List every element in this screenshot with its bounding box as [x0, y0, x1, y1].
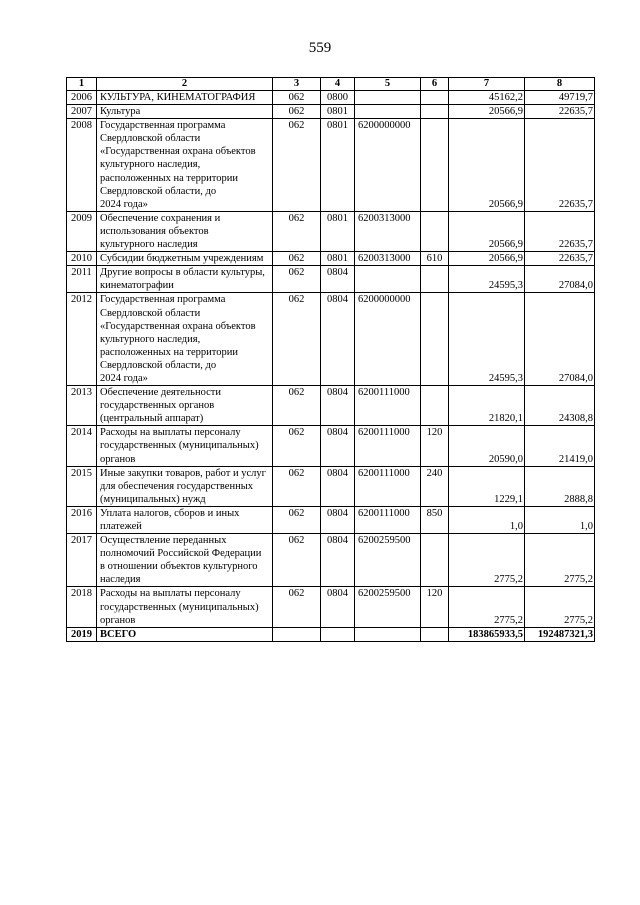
target-code: 6200111000 [355, 426, 421, 466]
section-code: 0804 [321, 466, 355, 506]
target-code: 6200259500 [355, 534, 421, 587]
section-code [321, 627, 355, 641]
section-code: 0801 [321, 252, 355, 266]
row-number: 2019 [67, 627, 97, 641]
row-name: Иные закупки товаров, работ и услуг для обеспечения государственных (муниципальных) нужд [97, 466, 273, 506]
expense-type: 240 [421, 466, 449, 506]
section-code: 0804 [321, 534, 355, 587]
table-row [67, 534, 595, 587]
table-row [67, 266, 595, 293]
table-row [67, 119, 595, 212]
column-header: 7 [449, 78, 525, 91]
expense-type [421, 119, 449, 212]
table-row [67, 627, 595, 641]
target-code: 6200000000 [355, 293, 421, 386]
expense-type [421, 91, 449, 105]
admin-code: 062 [273, 293, 321, 386]
expense-type [421, 534, 449, 587]
expense-type: 120 [421, 587, 449, 627]
row-name: Обеспечение деятельности государственных органов (центральный аппарат) [97, 386, 273, 426]
target-code [355, 627, 421, 641]
amount-year1: 24595,3 [449, 293, 525, 386]
header-row [67, 78, 595, 91]
admin-code: 062 [273, 91, 321, 105]
page-number: 559 [308, 40, 332, 56]
amount-year1: 20566,9 [449, 105, 525, 119]
admin-code: 062 [273, 587, 321, 627]
table-row [67, 506, 595, 533]
target-code [355, 266, 421, 293]
admin-code: 062 [273, 534, 321, 587]
section-code: 0804 [321, 587, 355, 627]
expense-type [421, 386, 449, 426]
target-code: 6200111000 [355, 386, 421, 426]
section-code: 0804 [321, 293, 355, 386]
amount-year1: 1229,1 [449, 466, 525, 506]
row-name: Расходы на выплаты персоналу государственных (муниципальных) органов [97, 426, 273, 466]
admin-code [273, 627, 321, 641]
column-header: 4 [321, 78, 355, 91]
expense-type [421, 211, 449, 251]
amount-year2: 22635,7 [525, 119, 595, 212]
target-code: 6200313000 [355, 252, 421, 266]
expense-type: 850 [421, 506, 449, 533]
section-code: 0801 [321, 105, 355, 119]
expense-type [421, 293, 449, 386]
amount-year2: 22635,7 [525, 252, 595, 266]
admin-code: 062 [273, 266, 321, 293]
row-number: 2016 [67, 506, 97, 533]
section-code: 0804 [321, 266, 355, 293]
row-name: Расходы на выплаты персоналу государственных (муниципальных) органов [97, 587, 273, 627]
amount-year1: 183865933,5 [449, 627, 525, 641]
amount-year1: 21820,1 [449, 386, 525, 426]
amount-year1: 20566,9 [449, 119, 525, 212]
amount-year2: 2888,8 [525, 466, 595, 506]
row-number: 2009 [67, 211, 97, 251]
row-number: 2017 [67, 534, 97, 587]
column-header: 5 [355, 78, 421, 91]
amount-year1: 1,0 [449, 506, 525, 533]
target-code: 6200111000 [355, 506, 421, 533]
row-number: 2018 [67, 587, 97, 627]
row-number: 2012 [67, 293, 97, 386]
section-code: 0801 [321, 119, 355, 212]
row-name: Осуществление переданных полномочий Российской Федерации в отношении объектов культурного наследия [97, 534, 273, 587]
column-header: 2 [97, 78, 273, 91]
amount-year1: 45162,2 [449, 91, 525, 105]
amount-year2: 24308,8 [525, 386, 595, 426]
table-row [67, 105, 595, 119]
amount-year2: 27084,0 [525, 266, 595, 293]
expense-type [421, 105, 449, 119]
amount-year2: 1,0 [525, 506, 595, 533]
admin-code: 062 [273, 211, 321, 251]
amount-year1: 2775,2 [449, 534, 525, 587]
row-number: 2006 [67, 91, 97, 105]
target-code [355, 91, 421, 105]
row-name: ВСЕГО [97, 627, 273, 641]
row-name: Уплата налогов, сборов и иных платежей [97, 506, 273, 533]
amount-year1: 20590,0 [449, 426, 525, 466]
amount-year1: 24595,3 [449, 266, 525, 293]
row-name: Государственная программа Свердловской области «Государственная охрана объектов культурного наследия, расположенных на территории Свердловской области, до 2024 года» [97, 119, 273, 212]
row-number: 2011 [67, 266, 97, 293]
table-row [67, 426, 595, 466]
row-number: 2007 [67, 105, 97, 119]
row-number: 2013 [67, 386, 97, 426]
section-code: 0804 [321, 426, 355, 466]
admin-code: 062 [273, 506, 321, 533]
target-code [355, 105, 421, 119]
section-code: 0804 [321, 386, 355, 426]
column-header: 1 [67, 78, 97, 91]
admin-code: 062 [273, 466, 321, 506]
amount-year1: 20566,9 [449, 252, 525, 266]
section-code: 0800 [321, 91, 355, 105]
amount-year2: 2775,2 [525, 534, 595, 587]
row-name: КУЛЬТУРА, КИНЕМАТОГРАФИЯ [97, 91, 273, 105]
expense-type: 610 [421, 252, 449, 266]
table-row [67, 91, 595, 105]
table-row [67, 211, 595, 251]
amount-year2: 2775,2 [525, 587, 595, 627]
amount-year2: 22635,7 [525, 105, 595, 119]
amount-year2: 192487321,3 [525, 627, 595, 641]
expense-type: 120 [421, 426, 449, 466]
row-name: Культура [97, 105, 273, 119]
amount-year1: 2775,2 [449, 587, 525, 627]
row-name: Другие вопросы в области культуры, кинематографии [97, 266, 273, 293]
target-code: 6200111000 [355, 466, 421, 506]
column-header: 6 [421, 78, 449, 91]
target-code: 6200313000 [355, 211, 421, 251]
target-code: 6200259500 [355, 587, 421, 627]
admin-code: 062 [273, 252, 321, 266]
amount-year2: 49719,7 [525, 91, 595, 105]
table-row [67, 466, 595, 506]
admin-code: 062 [273, 119, 321, 212]
table-row [67, 293, 595, 386]
row-name: Субсидии бюджетным учреждениям [97, 252, 273, 266]
admin-code: 062 [273, 105, 321, 119]
section-code: 0804 [321, 506, 355, 533]
table-row [67, 587, 595, 627]
amount-year1: 20566,9 [449, 211, 525, 251]
target-code: 6200000000 [355, 119, 421, 212]
row-name: Государственная программа Свердловской области «Государственная охрана объектов культурного наследия, расположенных на территории Свердловской области, до 2024 года» [97, 293, 273, 386]
amount-year2: 27084,0 [525, 293, 595, 386]
amount-year2: 21419,0 [525, 426, 595, 466]
section-code: 0801 [321, 211, 355, 251]
row-number: 2010 [67, 252, 97, 266]
column-header: 8 [525, 78, 595, 91]
column-header: 3 [273, 78, 321, 91]
row-number: 2014 [67, 426, 97, 466]
table-row [67, 386, 595, 426]
expense-type [421, 627, 449, 641]
row-number: 2015 [67, 466, 97, 506]
row-number: 2008 [67, 119, 97, 212]
budget-table [66, 77, 595, 642]
row-name: Обеспечение сохранения и использования объектов культурного наследия [97, 211, 273, 251]
admin-code: 062 [273, 426, 321, 466]
expense-type [421, 266, 449, 293]
table-row [67, 252, 595, 266]
amount-year2: 22635,7 [525, 211, 595, 251]
admin-code: 062 [273, 386, 321, 426]
